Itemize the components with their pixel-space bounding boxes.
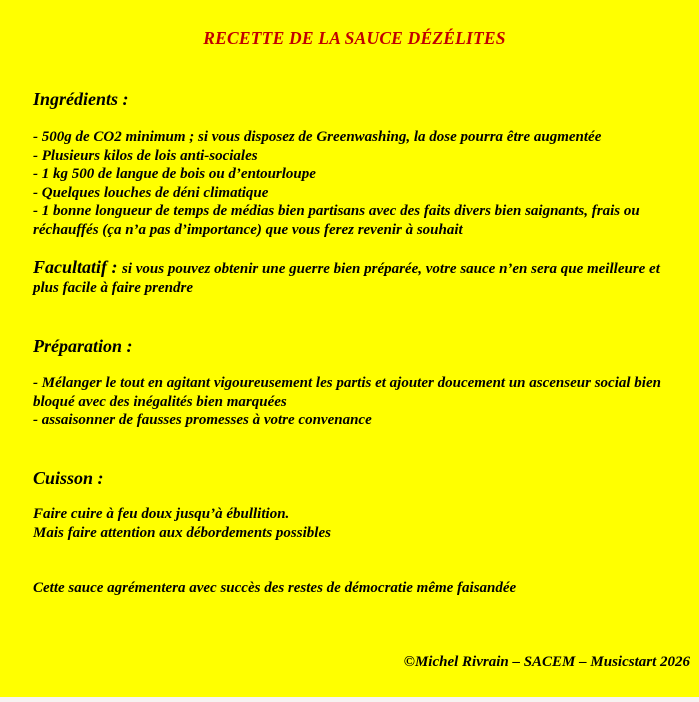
facultatif-text: si vous pouvez obtenir une guerre bien préparée, votre sauce n’en sera que meilleure et plus facile à faire prendre [33,261,660,296]
closing-note: Cette sauce agrémentera avec succès des restes de démocratie même faisandée [33,580,517,596]
preparation-heading: Préparation : [33,336,133,356]
bottom-edge-strip [0,697,699,702]
ingredients-heading: Ingrédients : [33,89,129,109]
cuisson-line: Faire cuire à feu doux jusqu’à ébullition. [33,506,290,522]
ingredient-item: - Plusieurs kilos de lois anti-sociales [33,147,258,164]
ingredient-item: - 1 bonne longueur de temps de médias bien partisans avec des faits divers bien saignants, frais ou réchauffés (ça n’a pas d’importance) que vous ferez revenir à souhait [33,203,640,238]
ingredient-item: - 1 kg 500 de langue de bois ou d’entourloupe [33,166,316,182]
preparation-list [33,374,676,430]
cuisson-lines [33,505,676,542]
preparation-item: - Mélanger le tout en agitant vigoureusement les partis et ajouter doucement un ascenseur social bien bloqué avec des inégalités bien marquées [33,375,661,410]
facultatif-lead: Facultatif : [33,257,122,277]
facultatif-paragraph [33,258,676,298]
preparation-item: - assaisonner de fausses promesses à votre convenance [33,412,372,428]
cuisson-heading: Cuisson : [33,468,104,488]
page-title: RECETTE DE LA SAUCE DÉZÉLITES [203,28,506,48]
copyright-footer: ©Michel Rivrain – SACEM – Musicstart 2026 [403,653,690,670]
ingredients-list [33,128,676,239]
cuisson-line: Mais faire attention aux débordements possibles [33,524,331,541]
ingredient-item: - Quelques louches de déni climatique [33,184,269,201]
ingredient-item: - 500g de CO2 minimum ; si vous disposez de Greenwashing, la dose pourra être augmentée [33,129,602,145]
